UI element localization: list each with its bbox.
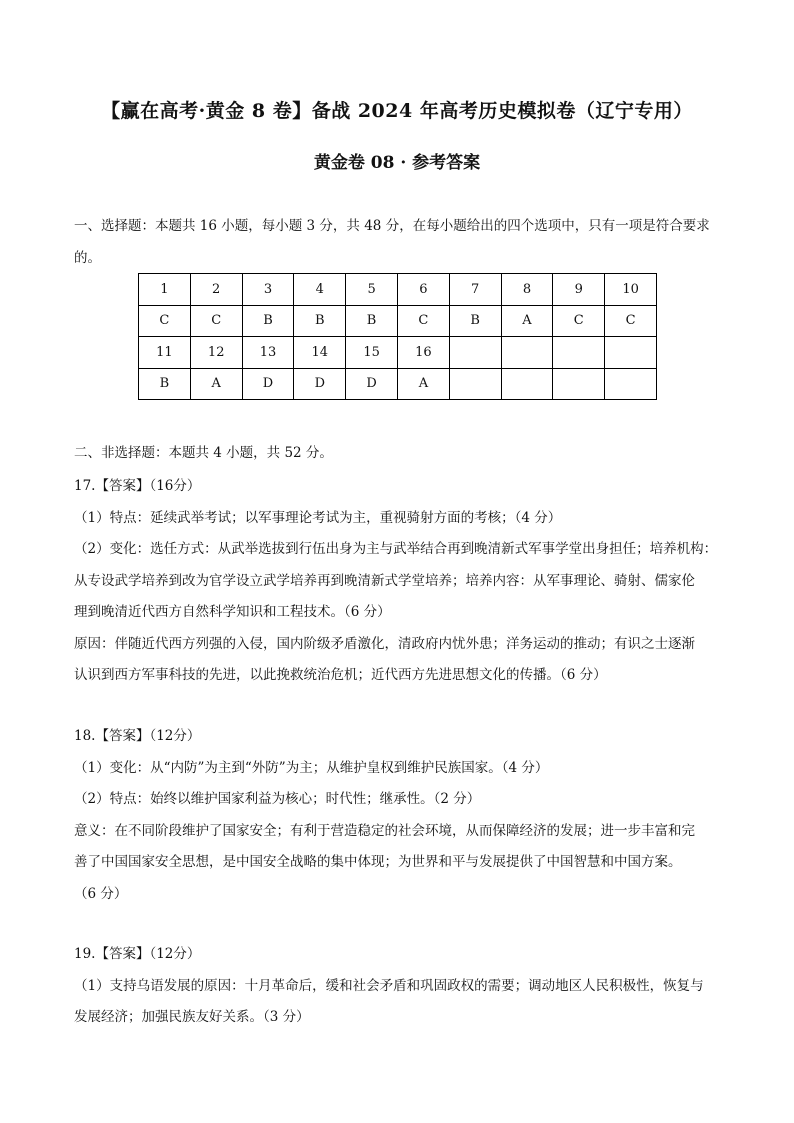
table-cell: B	[139, 368, 191, 400]
table-cell: 13	[242, 337, 294, 369]
table-cell	[605, 368, 657, 400]
table-cell: 14	[294, 337, 346, 369]
q17-line: 认识到西方军事科技的先进，以此挽救统治危机；近代西方先进思想文化的传播。（6 分）	[74, 667, 607, 683]
table-cell: B	[346, 305, 398, 337]
table-cell: A	[190, 368, 242, 400]
q18-heading: 18.【答案】（12分）	[74, 728, 201, 744]
q18-line: 意义：在不同阶段维护了国家安全；有利于营造稳定的社会环境，从而保障经济的发展；进一步丰富和完	[74, 822, 695, 839]
table-row	[139, 337, 657, 369]
q18-answer	[74, 721, 724, 910]
table-cell: B	[242, 305, 294, 337]
table-cell: 7	[449, 274, 501, 306]
q17-line: （2）变化：选任方式：从武举选拔到行伍出身为主与武举结合再到晚清新式军事学堂出身担任；培养机构：	[74, 541, 718, 557]
table-cell: 6	[397, 274, 449, 306]
q19-heading: 19.【答案】（12分）	[74, 946, 201, 962]
table-cell: 5	[346, 274, 398, 306]
q17-line: 理到晚清近代西方自然科学知识和工程技术。（6 分）	[74, 604, 391, 620]
q19-answer	[74, 939, 724, 1034]
q17-line: 从专设武学培养到改为官学设立武学培养再到晚清新式学堂培养；培养内容：从军事理论、骑射、儒家伦	[74, 572, 695, 589]
section2-intro	[74, 438, 724, 470]
table-cell: B	[449, 305, 501, 337]
table-cell: 16	[397, 337, 449, 369]
q18-line: （6 分）	[74, 885, 128, 902]
table-cell: 8	[501, 274, 553, 306]
table-cell	[449, 337, 501, 369]
table-cell: D	[346, 368, 398, 400]
table-row	[139, 368, 657, 400]
table-cell: C	[397, 305, 449, 337]
table-cell	[553, 337, 605, 369]
q18-line: （1）变化：从“内防”为主到“外防”为主；从维护皇权到维护民族国家。（4 分）	[74, 759, 549, 776]
table-cell: 9	[553, 274, 605, 306]
table-cell: 10	[605, 274, 657, 306]
table-cell: 2	[190, 274, 242, 306]
table-row	[139, 305, 657, 337]
table-cell: D	[294, 368, 346, 400]
table-cell	[449, 368, 501, 400]
page-subtitle: 黄金卷 08 · 参考答案	[313, 153, 481, 173]
table-row	[139, 274, 657, 306]
answer-table	[138, 273, 657, 400]
table-cell: 12	[190, 337, 242, 369]
q17-answer	[74, 471, 724, 692]
table-cell	[501, 368, 553, 400]
section2-intro-line: 二、非选择题：本题共 4 小题，共 52 分。	[74, 445, 333, 461]
table-cell	[553, 368, 605, 400]
q17-line: 原因：伴随近代西方列强的入侵，国内阶级矛盾激化，清政府内忧外患；洋务运动的推动；有识之士逐渐	[74, 635, 695, 652]
q17-line: （1）特点：延续武举考试；以军事理论考试为主，重视骑射方面的考核；（4 分）	[74, 509, 562, 526]
section1-intro-line2: 的。	[74, 249, 101, 266]
page-title: 【赢在高考·黄金 8 卷】备战 2024 年高考历史模拟卷（辽宁专用）	[101, 100, 693, 122]
table-cell: A	[397, 368, 449, 400]
q18-line: 善了中国国家安全思想，是中国安全战略的集中体现；为世界和平与发展提供了中国智慧和中国方案。	[74, 854, 682, 870]
table-cell: 3	[242, 274, 294, 306]
table-cell: B	[294, 305, 346, 337]
table-cell: A	[501, 305, 553, 337]
table-cell: C	[190, 305, 242, 337]
section1-intro	[74, 211, 724, 274]
q19-line: （1）支持乌语发展的原因：十月革命后，缓和社会矛盾和巩固政权的需要；调动地区人民积极性，恢复与	[74, 977, 704, 994]
q17-heading: 17.【答案】（16分）	[74, 478, 201, 494]
table-cell: 4	[294, 274, 346, 306]
q19-line: 发展经济；加强民族友好关系。（3 分）	[74, 1009, 310, 1025]
table-cell: C	[139, 305, 191, 337]
table-cell: 15	[346, 337, 398, 369]
q18-line: （2）特点：始终以维护国家利益为核心；时代性；继承性。（2 分）	[74, 791, 481, 807]
table-cell: 1	[139, 274, 191, 306]
table-cell: C	[605, 305, 657, 337]
table-cell	[605, 337, 657, 369]
section1-intro-line1: 一、选择题：本题共 16 小题，每小题 3 分，共 48 分，在每小题给出的四个选项中，只有一项是符合要求	[74, 218, 710, 234]
table-cell	[501, 337, 553, 369]
table-cell: 11	[139, 337, 191, 369]
table-cell: C	[553, 305, 605, 337]
table-cell: D	[242, 368, 294, 400]
